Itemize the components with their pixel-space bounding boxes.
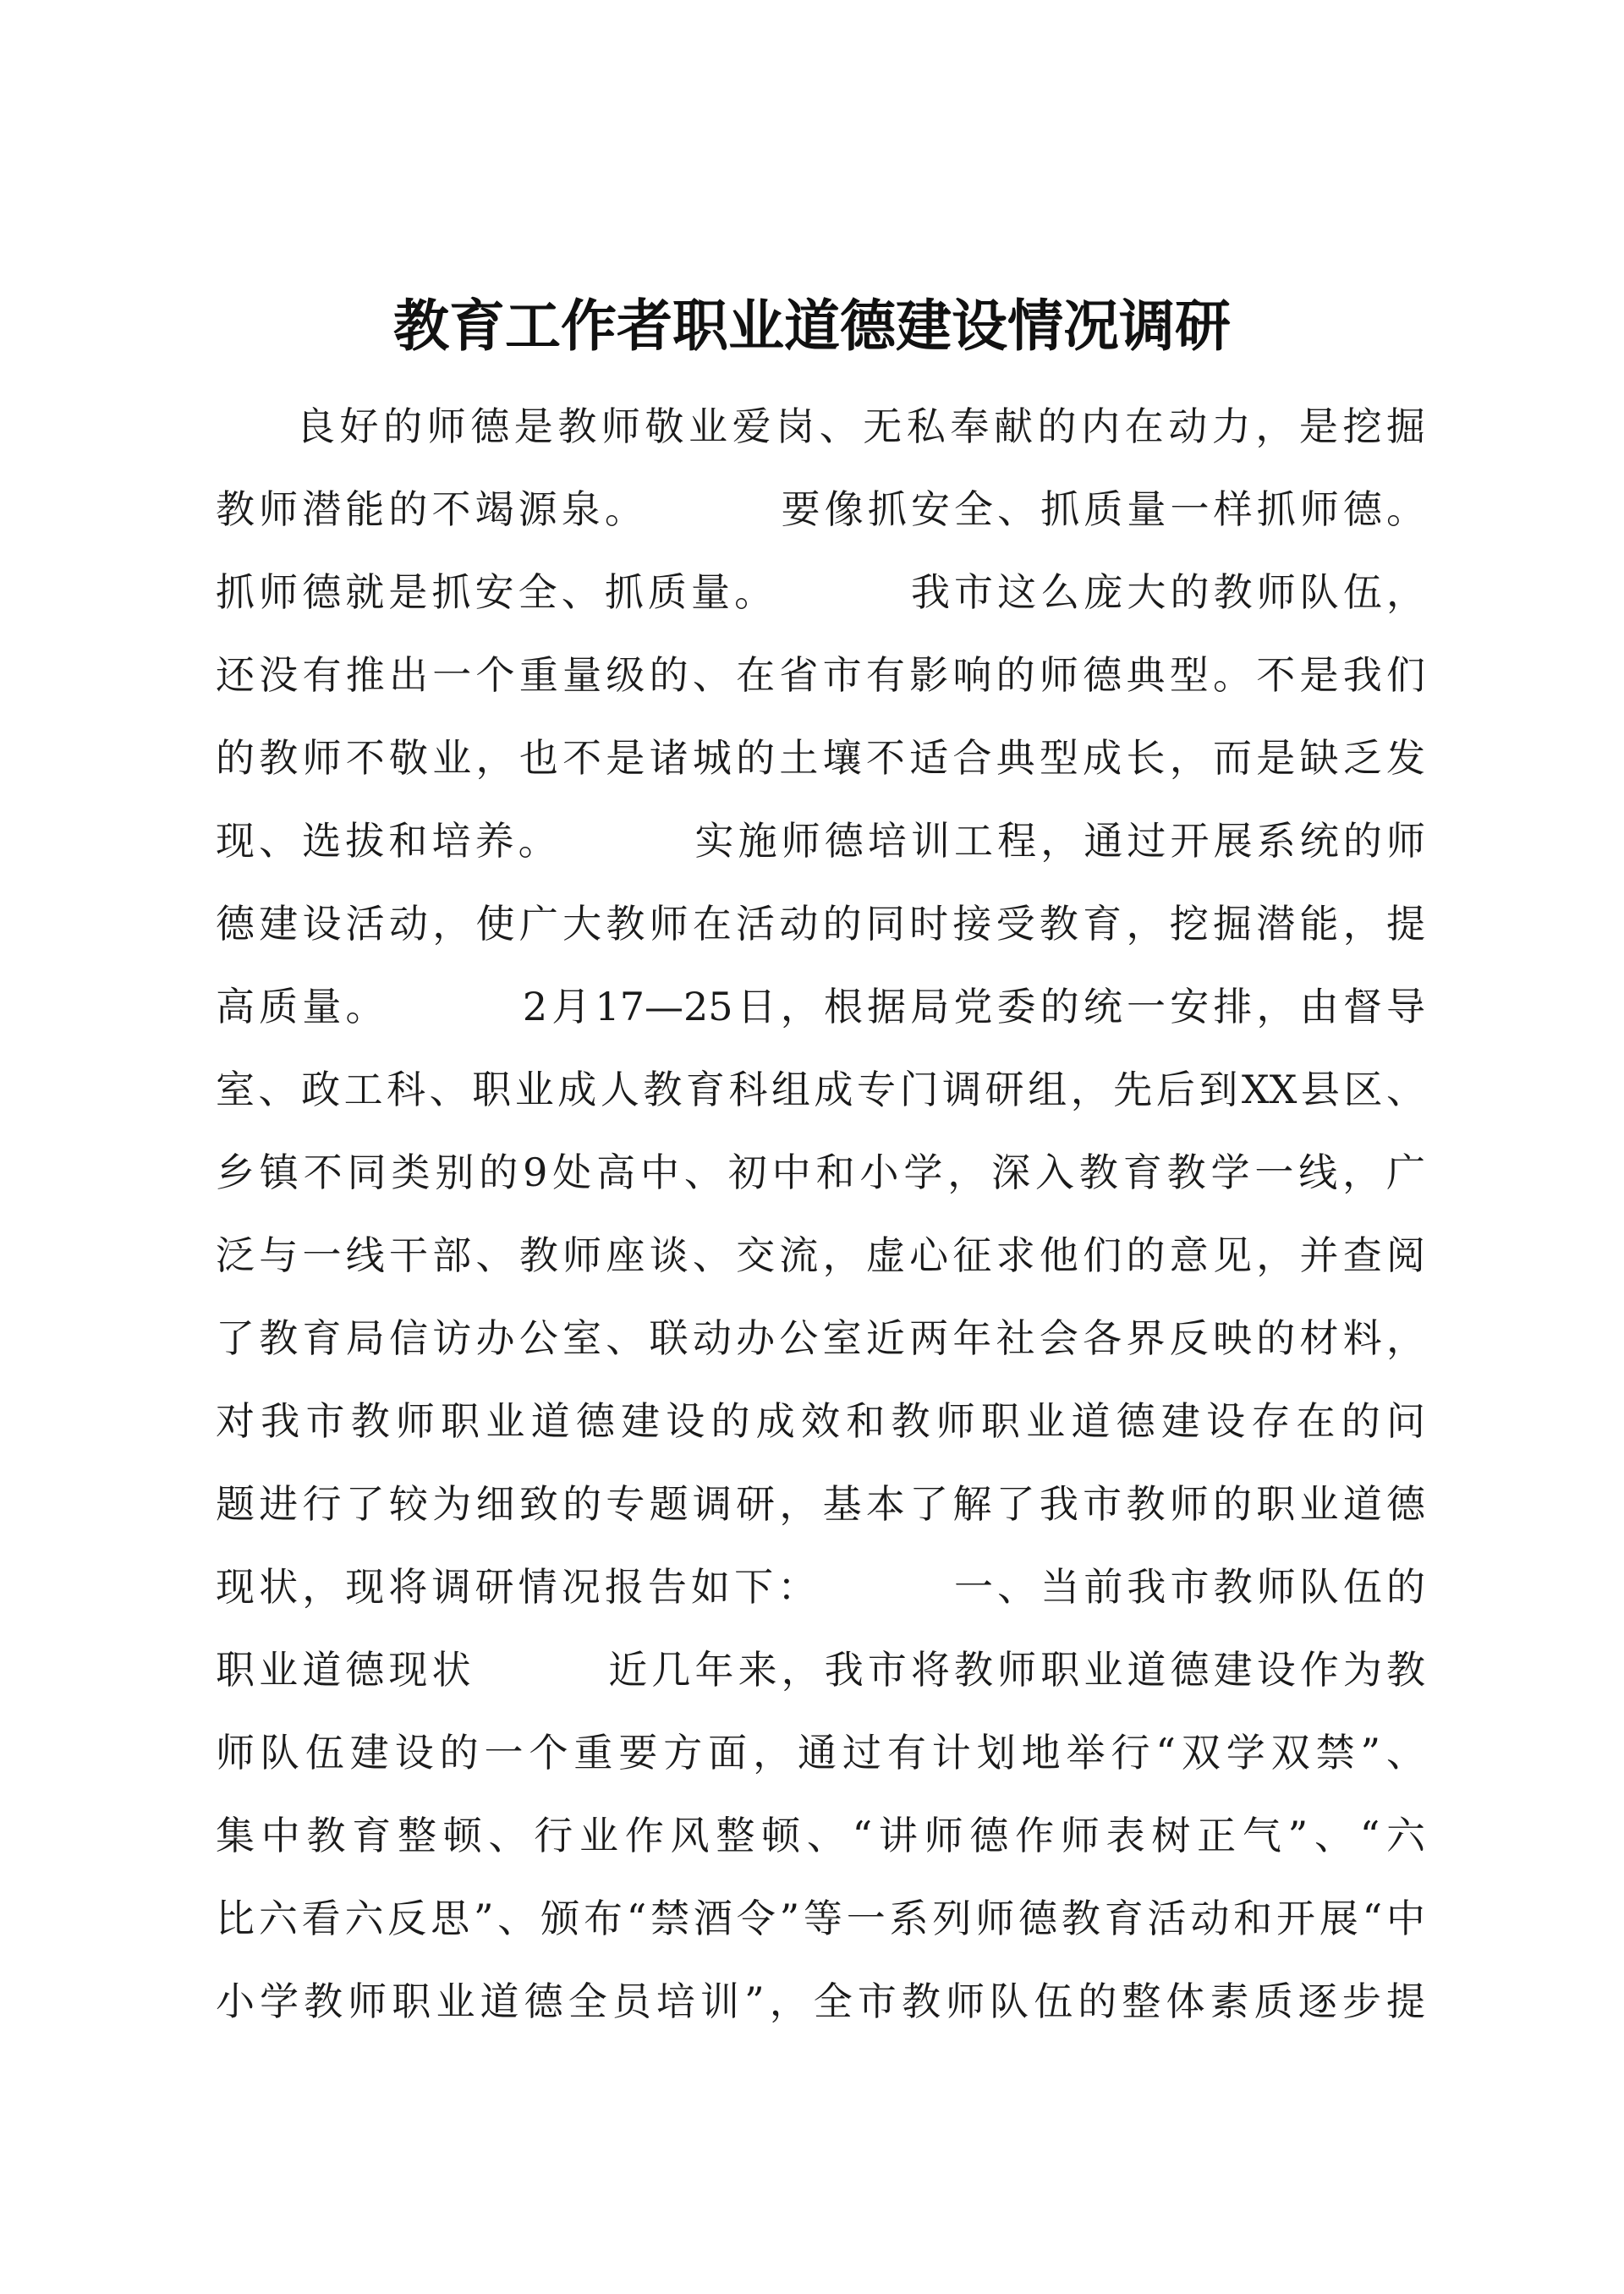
- body-line: 抓师德就是抓安全、抓质量。 我市这么庞大的教师队伍，: [216, 569, 1425, 615]
- body-line: 良好的师德是教师敬业爱岗、无私奉献的内在动力，是挖掘: [296, 403, 1425, 449]
- body-line: 现状，现将调研情况报告如下： 一、当前我市教师队伍的: [216, 1564, 1425, 1610]
- body-line: 题进行了较为细致的专题调研，基本了解了我市教师的职业道德: [216, 1481, 1425, 1527]
- body-line: 高质量。 2月17—25日，根据局党委的统一安排，由督导: [216, 984, 1425, 1029]
- body-line: 还没有推出一个重量级的、在省市有影响的师德典型。不是我们: [216, 652, 1425, 698]
- body-line: 了教育局信访办公室、联动办公室近两年社会各界反映的材料，: [216, 1315, 1425, 1361]
- document-body: [216, 385, 1425, 2043]
- body-line: 德建设活动，使广大教师在活动的同时接受教育，挖掘潜能，提: [216, 901, 1425, 947]
- body-line: 泛与一线干部、教师座谈、交流，虚心征求他们的意见，并查阅: [216, 1232, 1425, 1278]
- body-line: 小学教师职业道德全员培训”，全市教师队伍的整体素质逐步提: [216, 1978, 1425, 2024]
- body-line: 职业道德现状 近几年来，我市将教师职业道德建设作为教: [216, 1647, 1425, 1693]
- body-line: 室、政工科、职业成人教育科组成专门调研组，先后到XX县区、: [216, 1067, 1425, 1112]
- body-line: 比六看六反思”、颁布“禁酒令”等一系列师德教育活动和开展“中: [216, 1896, 1425, 1941]
- body-line: 现、选拔和培养。 实施师德培训工程，通过开展系统的师: [216, 818, 1425, 864]
- body-line: 的教师不敬业，也不是诸城的土壤不适合典型成长，而是缺乏发: [216, 735, 1425, 781]
- body-line: 师队伍建设的一个重要方面，通过有计划地举行“双学双禁”、: [216, 1730, 1425, 1775]
- document-title: 教育工作者职业道德建设情况调研: [393, 293, 1231, 359]
- body-line: 乡镇不同类别的9处高中、初中和小学，深入教育教学一线，广: [216, 1150, 1425, 1195]
- body-line: 集中教育整顿、行业作风整顿、“讲师德作师表树正气”、“六: [216, 1813, 1425, 1858]
- body-line: 对我市教师职业道德建设的成效和教师职业道德建设存在的问: [216, 1398, 1425, 1444]
- body-line: 教师潜能的不竭源泉。 要像抓安全、抓质量一样抓师德。: [216, 486, 1425, 532]
